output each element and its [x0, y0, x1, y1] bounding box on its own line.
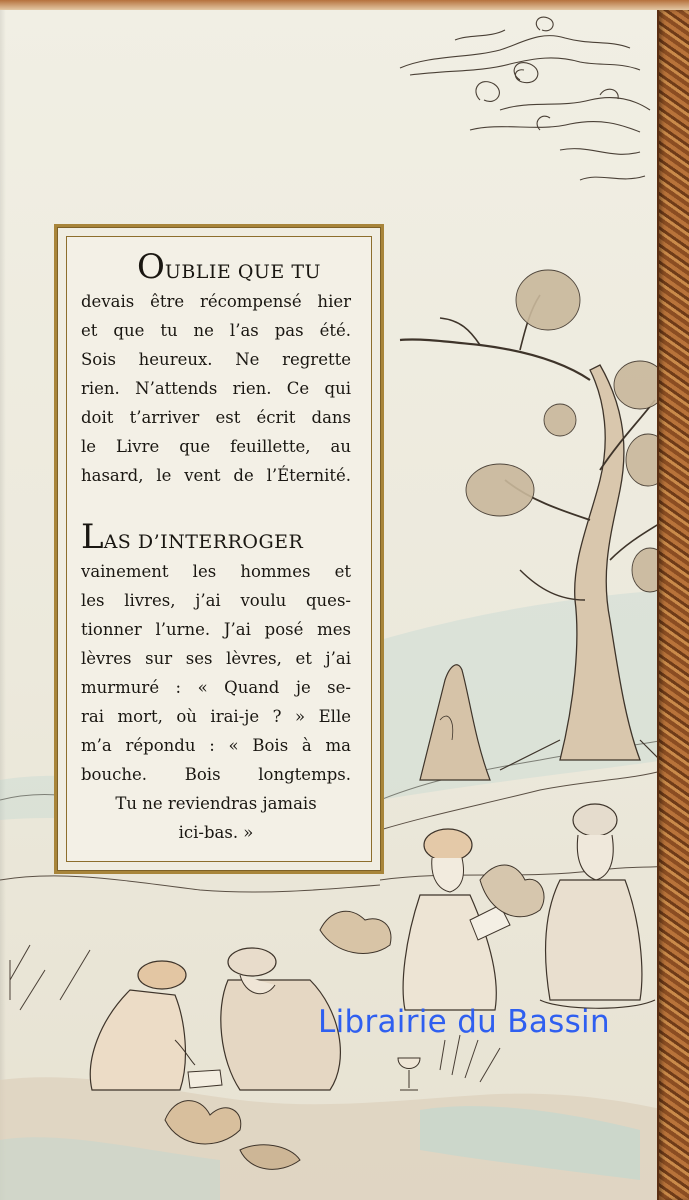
stanza-2-lead: AS D’INTERROGER	[103, 531, 304, 553]
stanza-1-line: doit t’arriver est écrit dans	[81, 408, 351, 427]
stanza-2-line: vainement les hommes et	[81, 562, 351, 581]
stanza-2-line: rai mort, où irai-je ? » Elle	[81, 707, 351, 726]
stanza-2-line: les livres, j’ai voulu ques-	[81, 591, 351, 610]
stanza-1-initial: O	[136, 247, 165, 287]
stanza-1-line: hasard, le vent de l’Éternité.	[81, 466, 351, 485]
watermark-text: Librairie du Bassin	[318, 1004, 610, 1040]
seated-bearded-figure	[540, 804, 655, 1008]
seated-reading-figure	[403, 829, 510, 1010]
stanza-1-line: rien. N’attends rien. Ce qui	[81, 379, 351, 398]
ground-wash	[0, 1077, 665, 1200]
stanza-1-lead: UBLIE QUE TU	[164, 261, 322, 283]
stanza-2-lead-line	[81, 517, 351, 557]
kneeling-figure-left	[90, 961, 195, 1090]
stanza-2-initial: L	[81, 517, 104, 557]
stanza-1-line: le Livre que feuillette, au	[81, 437, 351, 456]
stanza-1-line: devais être récompensé hier	[81, 292, 351, 311]
stanza-1	[81, 247, 351, 490]
stanza-2-line: murmuré : « Quand je se-	[81, 678, 351, 697]
stanza-1-line: et que tu ne l’as pas été.	[81, 321, 351, 340]
stanza-2-line: tionner l’urne. J’ai posé mes	[81, 620, 351, 639]
stanza-2-line: bouche. Bois longtemps.	[81, 765, 351, 784]
text-panel	[54, 224, 384, 874]
stanza-2-line: lèvres sur ses lèvres, et j’ai	[81, 649, 351, 668]
stanza-2	[81, 517, 351, 847]
stanza-1-lead-line	[81, 247, 351, 287]
clouds-ornament	[400, 17, 650, 180]
stanza-1-line: Sois heureux. Ne regrette	[81, 350, 351, 369]
stanza-2-line: ici-bas. »	[178, 823, 254, 842]
book-spine-edge	[657, 10, 689, 1200]
stanza-2-line: m’a répondu : « Bois à ma	[81, 736, 351, 755]
stanza-2-line: Tu ne reviendras jamais	[115, 794, 317, 813]
